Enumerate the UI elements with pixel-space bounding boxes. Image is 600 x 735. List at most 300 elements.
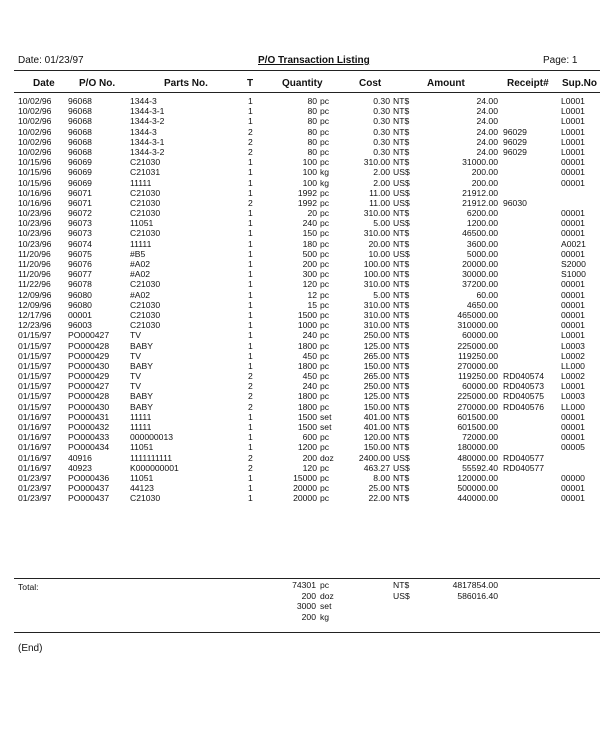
cell-po-no: PO000432	[68, 422, 110, 432]
cell-amount: 31000.00	[462, 157, 498, 168]
table-row	[0, 279, 600, 289]
total-currency: US$	[393, 590, 410, 601]
cell-type: 1	[248, 269, 253, 280]
cell-parts-no: C21030	[130, 493, 161, 504]
cell-type: 1	[248, 299, 253, 310]
cell-supplier: L0001	[561, 136, 585, 147]
cell-amount: 120000.00	[457, 472, 498, 483]
cell-type: 1	[248, 187, 253, 198]
cell-cost: 0.30	[373, 146, 390, 157]
totals-quantities	[268, 580, 338, 622]
cell-date: 11/20/96	[18, 248, 51, 259]
table-row	[0, 473, 600, 483]
cell-date: 10/02/96	[18, 136, 52, 147]
cell-type: 2	[248, 197, 253, 208]
table-row	[0, 269, 600, 279]
cell-parts-no: 11111	[130, 177, 152, 188]
cell-cost: 11.00	[369, 197, 390, 208]
cell-parts-no: 11111	[130, 411, 152, 422]
cell-receipt: RD040577	[503, 462, 545, 473]
cell-cost: 310.00	[363, 208, 390, 219]
cell-receipt: RD040577	[503, 452, 545, 463]
cell-cost: 125.00	[363, 391, 390, 402]
cell-amount: 60000.00	[462, 381, 498, 392]
cell-cost: 0.30	[373, 116, 390, 127]
cell-qty: 500	[302, 248, 317, 259]
cell-type: 2	[248, 391, 253, 402]
cell-date: 10/23/96	[18, 238, 52, 249]
cell-qty-unit: pc	[320, 136, 330, 147]
cell-qty: 300	[302, 269, 317, 280]
table-row	[0, 371, 600, 381]
table-row	[0, 249, 600, 259]
cell-qty: 15000	[293, 472, 317, 483]
cell-receipt: 96029	[503, 136, 527, 147]
cell-supplier: 00001	[561, 411, 585, 422]
total-quantity-line	[268, 591, 338, 602]
cell-parts-no: K000000001	[130, 462, 179, 473]
cell-po-no: 96003	[68, 320, 92, 331]
cell-parts-no: C21030	[130, 309, 161, 320]
cell-date: 10/16/96	[18, 197, 52, 208]
cell-currency: NT$	[393, 472, 410, 483]
cell-qty-unit: pc	[320, 157, 330, 168]
cell-cost: 401.00	[363, 422, 390, 432]
table-row	[0, 116, 600, 126]
cell-qty-unit: pc	[320, 442, 330, 453]
cell-po-no: 96074	[68, 238, 92, 249]
cell-type: 1	[248, 411, 253, 422]
table-row	[0, 228, 600, 238]
col-parts-no: Parts No.	[164, 78, 208, 89]
cell-supplier: 00000	[561, 472, 585, 483]
cell-cost: 310.00	[363, 309, 390, 320]
cell-type: 1	[248, 320, 253, 331]
cell-parts-no: 1344-3-1	[130, 136, 165, 147]
cell-qty-unit: pc	[320, 320, 330, 331]
cell-qty: 120	[302, 462, 317, 473]
cell-cost: 22.00	[368, 493, 390, 504]
cell-date: 10/02/96	[18, 106, 52, 117]
cell-date: 12/09/96	[18, 299, 52, 310]
cell-date: 01/15/97	[18, 360, 52, 371]
cell-cost: 310.00	[363, 228, 390, 239]
cell-amount: 601500.00	[457, 411, 498, 422]
cell-amount: 119250.00	[458, 371, 498, 382]
cell-parts-no: C21030	[130, 228, 161, 239]
cell-qty: 1200	[297, 442, 317, 453]
cell-qty: 450	[302, 350, 317, 361]
cell-type: 1	[248, 330, 253, 341]
cell-date: 10/02/96	[18, 126, 52, 137]
cell-po-no: 96080	[68, 289, 92, 300]
cell-qty: 240	[302, 330, 317, 341]
cell-qty-unit: pc	[320, 289, 330, 300]
cell-cost: 100.00	[363, 259, 390, 269]
cell-type: 1	[248, 238, 253, 249]
cell-cost: 250.00	[363, 381, 390, 392]
table-row	[0, 178, 600, 188]
cell-parts-no: 1344-3	[130, 96, 157, 106]
cell-currency: NT$	[393, 350, 410, 361]
cell-date: 01/15/97	[18, 330, 52, 341]
table-row	[0, 127, 600, 137]
table-row	[0, 157, 600, 167]
cell-type: 2	[248, 371, 253, 382]
cell-po-no: PO000436	[68, 472, 110, 483]
cell-currency: NT$	[393, 432, 410, 443]
cell-currency: NT$	[393, 309, 410, 320]
cell-po-no: 96072	[68, 208, 92, 219]
cell-qty-unit: pc	[320, 218, 330, 229]
table-row	[0, 96, 600, 106]
cell-qty: 12	[307, 289, 317, 300]
cell-date: 01/15/97	[18, 381, 52, 392]
cell-parts-no: #A02	[130, 269, 151, 280]
cell-amount: 480000.00	[457, 452, 498, 463]
cell-qty: 1800	[297, 401, 317, 412]
cell-qty-unit: pc	[320, 187, 330, 198]
cell-amount: 72000.00	[462, 432, 498, 443]
cell-qty: 20	[307, 208, 317, 219]
cell-date: 01/23/97	[18, 493, 52, 504]
cell-amount: 3600.00	[466, 238, 498, 249]
cell-supplier: 00001	[561, 218, 585, 229]
cell-qty: 240	[302, 218, 317, 229]
cell-type: 2	[248, 462, 253, 473]
cell-qty-unit: pc	[320, 462, 330, 473]
cell-cost: 401.00	[363, 411, 390, 422]
cell-amount: 440000.00	[457, 493, 498, 504]
cell-date: 01/15/97	[18, 340, 52, 351]
cell-amount: 5000.00	[466, 248, 498, 259]
cell-type: 1	[248, 177, 253, 188]
cell-parts-no: C21030	[130, 157, 161, 168]
cell-amount: 46500.00	[462, 228, 498, 239]
cell-qty-unit: set	[320, 411, 332, 422]
cell-qty-unit: pc	[320, 493, 330, 504]
cell-type: 1	[248, 340, 253, 351]
cell-qty-unit: pc	[320, 259, 330, 269]
cell-type: 1	[248, 350, 253, 361]
cell-cost: 310.00	[363, 299, 390, 310]
cell-cost: 310.00	[363, 279, 390, 290]
cell-currency: NT$	[393, 320, 410, 331]
cell-parts-no: C21030	[130, 197, 161, 208]
cell-currency: NT$	[393, 411, 410, 422]
cell-supplier: L0001	[561, 116, 585, 127]
cell-po-no: PO000429	[68, 371, 110, 382]
table-row	[0, 442, 600, 452]
cell-date: 10/23/96	[18, 228, 52, 239]
cell-currency: NT$	[393, 279, 410, 290]
col-supplier: Sup.No	[562, 78, 597, 89]
cell-currency: NT$	[393, 157, 410, 168]
cell-parts-no: 000000013	[130, 432, 174, 443]
cell-qty: 1800	[297, 340, 317, 351]
header-bottom-rule	[14, 92, 600, 93]
cell-cost: 310.00	[363, 157, 390, 168]
cell-po-no: 96075	[68, 248, 92, 259]
cell-date: 01/15/97	[18, 350, 52, 361]
cell-currency: US$	[393, 218, 410, 229]
total-qty-unit: kg	[320, 611, 330, 622]
totals-bottom-rule	[14, 632, 600, 633]
col-type: T	[247, 78, 254, 89]
cell-po-no: PO000428	[68, 340, 110, 351]
cell-supplier: 00001	[561, 208, 585, 219]
cell-currency: NT$	[393, 96, 410, 106]
cell-po-no: 96073	[68, 228, 92, 239]
cell-qty-unit: doz	[320, 452, 334, 463]
cell-type: 1	[248, 472, 253, 483]
cell-date: 10/23/96	[18, 208, 52, 219]
table-row	[0, 351, 600, 361]
cell-amount: 465000.00	[457, 309, 498, 320]
cell-po-no: 96071	[68, 197, 92, 208]
total-amount: 586016.40	[457, 590, 498, 601]
cell-type: 1	[248, 167, 253, 178]
cell-type: 1	[248, 432, 253, 443]
cell-qty: 120	[302, 279, 317, 290]
cell-type: 2	[248, 381, 253, 392]
cell-type: 1	[248, 208, 253, 219]
total-qty-unit: set	[320, 601, 332, 611]
cell-amount: 60000.00	[462, 330, 498, 341]
cell-qty-unit: pc	[320, 309, 330, 320]
cell-po-no: 96068	[68, 146, 92, 157]
cell-po-no: PO000430	[68, 360, 110, 371]
cell-parts-no: C21030	[130, 299, 161, 310]
cell-qty: 80	[307, 116, 317, 127]
cell-parts-no: C21031	[130, 167, 161, 178]
cell-parts-no: C21030	[130, 320, 161, 331]
cell-date: 12/17/96	[18, 309, 52, 320]
cell-supplier: S1000	[561, 269, 586, 280]
cell-po-no: PO000430	[68, 401, 110, 412]
cell-type: 1	[248, 228, 253, 239]
cell-qty-unit: pc	[320, 269, 330, 280]
cell-date: 01/16/97	[18, 411, 52, 422]
table-row	[0, 106, 600, 116]
cell-amount: 225000.00	[457, 340, 498, 351]
cell-supplier: 00001	[561, 493, 585, 504]
cell-qty-unit: pc	[320, 248, 330, 259]
cell-date: 01/23/97	[18, 472, 52, 483]
table-row	[0, 422, 600, 432]
cell-po-no: PO000434	[68, 442, 110, 453]
cell-receipt: 96029	[503, 126, 527, 137]
cell-amount: 24.00	[476, 106, 498, 117]
cell-cost: 0.30	[373, 136, 390, 147]
col-quantity: Quantity	[282, 78, 323, 89]
cell-supplier: 00001	[561, 157, 585, 168]
cell-supplier: LL000	[561, 401, 585, 412]
cell-supplier: S2000	[561, 259, 586, 269]
cell-parts-no: #B5	[130, 248, 146, 259]
cell-parts-no: #A02	[130, 259, 151, 269]
cell-qty-unit: pc	[320, 238, 330, 249]
cell-supplier: 00001	[561, 309, 585, 320]
cell-supplier: 00001	[561, 289, 585, 300]
cell-qty: 100	[302, 177, 317, 188]
col-date: Date	[33, 78, 55, 89]
cell-po-no: 96069	[68, 177, 92, 188]
cell-po-no: PO000428	[68, 391, 110, 402]
cell-parts-no: BABY	[130, 360, 153, 371]
cell-cost: 0.30	[373, 126, 390, 137]
cell-amount: 500000.00	[457, 483, 498, 494]
cell-qty-unit: kg	[320, 177, 330, 188]
cell-date: 12/09/96	[18, 289, 52, 300]
cell-parts-no: 11051	[130, 218, 154, 229]
cell-qty-unit: pc	[320, 340, 330, 351]
cell-qty-unit: pc	[320, 330, 330, 341]
cell-supplier: L0003	[561, 340, 585, 351]
table-row	[0, 218, 600, 228]
cell-qty: 100	[302, 167, 317, 178]
cell-qty-unit: pc	[320, 391, 330, 402]
table-row	[0, 167, 600, 177]
cell-parts-no: 1344-3-1	[130, 106, 165, 117]
cell-parts-no: BABY	[130, 401, 153, 412]
report-date: Date: 01/23/97	[18, 55, 84, 66]
cell-po-no: 96069	[68, 167, 92, 178]
end-marker: (End)	[18, 643, 43, 654]
cell-parts-no: TV	[130, 371, 141, 382]
cell-currency: NT$	[393, 371, 410, 382]
cell-amount: 225000.00	[457, 391, 498, 402]
cell-currency: NT$	[393, 493, 410, 504]
cell-amount: 180000.00	[457, 442, 498, 453]
cell-currency: NT$	[393, 299, 410, 310]
cell-amount: 21912.00	[462, 197, 498, 208]
cell-receipt: 96029	[503, 146, 527, 157]
cell-qty-unit: pc	[320, 381, 330, 392]
cell-receipt: RD040575	[503, 391, 545, 402]
cell-amount: 6200.00	[466, 208, 498, 219]
totals-amounts	[380, 580, 500, 601]
cell-cost: 0.30	[373, 96, 390, 106]
table-row	[0, 483, 600, 493]
cell-supplier: L0001	[561, 381, 585, 392]
cell-cost: 250.00	[363, 330, 390, 341]
cell-qty-unit: pc	[320, 126, 330, 137]
cell-receipt: RD040576	[503, 401, 545, 412]
cell-amount: 1200.00	[466, 218, 498, 229]
cell-qty-unit: pc	[320, 106, 330, 117]
total-qty: 200	[301, 611, 316, 622]
cell-supplier: 00001	[561, 483, 585, 494]
cell-po-no: 96068	[68, 96, 92, 106]
cell-parts-no: C21030	[130, 187, 161, 198]
cell-po-no: 96080	[68, 299, 92, 310]
cell-date: 01/23/97	[18, 483, 52, 494]
cell-currency: US$	[393, 452, 410, 463]
cell-parts-no: TV	[130, 350, 141, 361]
cell-cost: 0.30	[373, 106, 390, 117]
cell-amount: 200.00	[471, 167, 498, 178]
cell-qty: 80	[307, 136, 317, 147]
cell-supplier: 00001	[561, 167, 585, 178]
cell-cost: 150.00	[363, 360, 390, 371]
cell-parts-no: TV	[130, 330, 141, 341]
cell-po-no: PO000437	[68, 483, 110, 494]
col-cost: Cost	[359, 78, 382, 89]
cell-qty: 80	[307, 106, 317, 117]
cell-type: 2	[248, 401, 253, 412]
cell-currency: NT$	[393, 126, 410, 137]
cell-po-no: 96073	[68, 218, 92, 229]
cell-po-no: 96068	[68, 126, 92, 137]
cell-parts-no: #A02	[130, 289, 151, 300]
cell-amount: 20000.00	[462, 259, 498, 269]
cell-supplier: A0021	[561, 238, 586, 249]
cell-parts-no: BABY	[130, 391, 153, 402]
totals-label: Total:	[18, 582, 39, 592]
cell-type: 1	[248, 259, 253, 269]
cell-po-no: 96069	[68, 157, 92, 168]
cell-cost: 2.00	[373, 167, 390, 178]
cell-po-no: PO000427	[68, 330, 110, 341]
cell-qty-unit: pc	[320, 197, 330, 208]
cell-qty: 20000	[293, 483, 317, 494]
cell-supplier: L0001	[561, 330, 585, 341]
cell-type: 2	[248, 136, 253, 147]
table-row	[0, 300, 600, 310]
cell-amount: 24.00	[476, 126, 498, 137]
cell-po-no: 96068	[68, 106, 92, 117]
cell-supplier: 00001	[561, 177, 585, 188]
cell-date: 12/23/96	[18, 320, 52, 331]
cell-qty-unit: pc	[320, 483, 330, 494]
cell-qty: 200	[302, 452, 317, 463]
total-qty-unit: doz	[320, 590, 334, 601]
cell-date: 01/15/97	[18, 391, 52, 402]
cell-parts-no: C21030	[130, 279, 161, 290]
cell-amount: 24.00	[476, 136, 498, 147]
cell-po-no: 96068	[68, 136, 92, 147]
cell-type: 1	[248, 442, 253, 453]
table-row	[0, 147, 600, 157]
col-amount: Amount	[427, 78, 465, 89]
cell-date: 11/20/96	[18, 259, 51, 269]
cell-qty-unit: pc	[320, 299, 330, 310]
cell-type: 1	[248, 309, 253, 320]
cell-currency: NT$	[393, 208, 410, 219]
cell-parts-no: 1344-3	[130, 126, 157, 137]
cell-po-no: PO000437	[68, 493, 110, 504]
cell-parts-no: 1111111111	[130, 452, 173, 463]
cell-parts-no: 1344-3-2	[130, 146, 165, 157]
cell-supplier: LL000	[561, 360, 585, 371]
cell-date: 11/20/96	[18, 269, 51, 280]
cell-type: 2	[248, 146, 253, 157]
cell-currency: NT$	[393, 269, 410, 280]
cell-supplier: L0001	[561, 106, 585, 117]
cell-parts-no: 1344-3-2	[130, 116, 165, 127]
header-top-rule	[14, 70, 600, 71]
cell-qty-unit: pc	[320, 360, 330, 371]
cell-po-no: 96068	[68, 116, 92, 127]
cell-amount: 30000.00	[462, 269, 498, 280]
cell-cost: 5.00	[373, 218, 390, 229]
table-row	[0, 341, 600, 351]
cell-currency: NT$	[393, 401, 410, 412]
cell-currency: NT$	[393, 340, 410, 351]
cell-amount: 601500.00	[457, 422, 498, 432]
table-row	[0, 188, 600, 198]
